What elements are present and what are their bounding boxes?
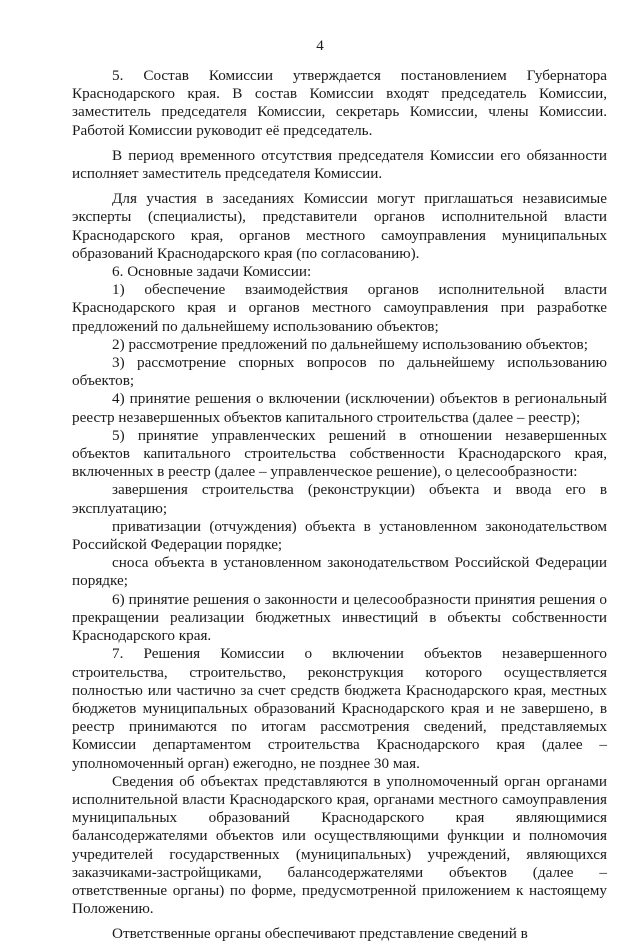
paragraph-invited-experts: Для участия в заседаниях Комиссии могут приглашаться независимые эксперты (специалисты), представители органов исполнительной власти Краснодарского края, органов местного самоуправления муниципальных образований Краснодарского края (по согласованию). <box>72 190 607 262</box>
list-item-task-1: 1) обеспечение взаимодействия органов исполнительной власти Краснодарского края и органов местного самоуправления при разработке предложений по дальнейшему использованию объектов; <box>72 281 607 335</box>
list-item-task-5-option-completion: завершения строительства (реконструкции) объекта и ввода его в эксплуатацию; <box>72 481 607 517</box>
list-item-task-3: 3) рассмотрение спорных вопросов по дальнейшему использованию объектов; <box>72 354 607 390</box>
paragraph-registry-decisions: 7. Решения Комиссии о включении объектов незавершенного строительства, строительство, реконструкция которого осуществляется полностью или частично за счет средств бюджета Краснодарского края, местных бюджетов муниципальных образований Краснодарского края и не завершено, в реестр принимаются по итогам рассмотрения сведений, представляемых Комиссии департаментом строительства Краснодарского края (далее – уполномоченный орган) ежегодно, не позднее 30 мая. <box>72 645 607 772</box>
list-item-task-6: 6) принятие решения о законности и целесообразности принятия решения о прекращении реализации бюджетных инвестиций в объекты собственности Краснодарского края. <box>72 590 607 645</box>
list-item-task-5: 5) принятие управленческих решений в отношении незавершенных объектов капитального строительства собственности Краснодарского края, включенных в реестр (далее – управленческое решение), о целесообразности: <box>72 426 607 481</box>
document-body <box>72 67 607 944</box>
list-item-task-5-option-privatization: приватизации (отчуждения) объекта в установленном законодательством Российской Федерации порядке; <box>72 517 607 554</box>
paragraph-commission-composition: 5. Состав Комиссии утверждается постановлением Губернатора Краснодарского края. В состав Комиссии входят председатель Комиссии, заместитель председателя Комиссии, секретарь Комиссии, члены Комиссии. Работой Комиссии руководит её председатель. <box>72 67 607 139</box>
page-number: 4 <box>316 38 324 54</box>
list-item-task-2: 2) рассмотрение предложений по дальнейшему использованию объектов; <box>112 335 588 353</box>
paragraph-responsible-bodies: Ответственные органы обеспечивают представление сведений в <box>112 925 528 943</box>
paragraph-object-information: Сведения об объектах представляются в уполномоченный орган органами исполнительной власти Краснодарского края, органами местного самоуправления муниципальных образований Краснодарского края являющимися балансодержателями объектов или осуществляющими функции и полномочия учредителей государственных (муниципальных) учреждений, являющихся заказчиками-застройщиками, балансодержателями объектов (далее – ответственные органы) по форме, предусмотренной приложением к настоящему Положению. <box>72 772 607 918</box>
paragraph-temporary-absence: В период временного отсутствия председателя Комиссии его обязанности исполняет заместитель председателя Комиссии. <box>72 146 607 183</box>
paragraph-main-tasks-heading: 6. Основные задачи Комиссии: <box>112 263 312 281</box>
list-item-task-5-option-demolition: сноса объекта в установленном законодательством Российской Федерации порядке; <box>72 554 607 590</box>
list-item-task-4: 4) принятие решения о включении (исключении) объектов в региональный реестр незавершенных объектов капитального строительства (далее – реестр); <box>72 390 607 426</box>
